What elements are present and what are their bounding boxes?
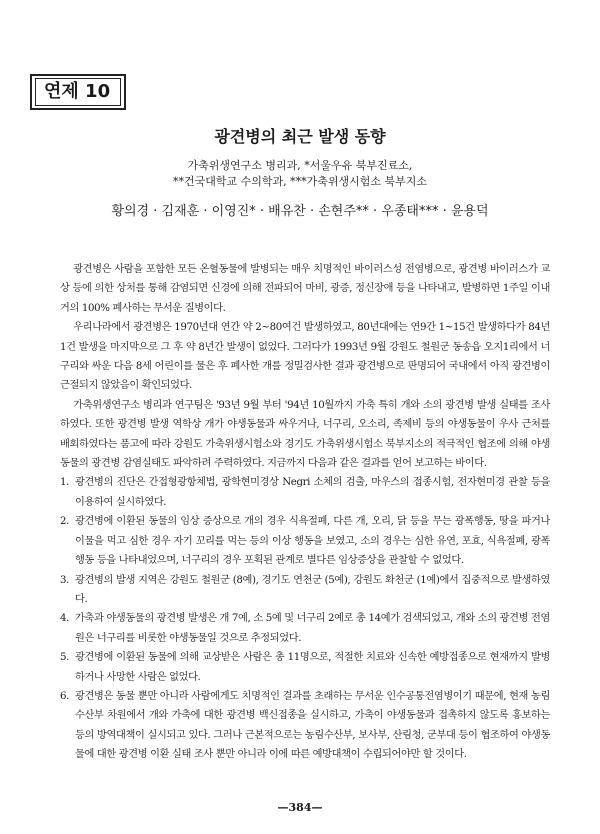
list-item-text: 광견병의 진단은 간접형광항체법, 광학현미경상 Negri 소체의 검출, 마우스의 접종시험, 전자현미경 관찰 등을 이용하여 실시하였다.	[75, 477, 550, 508]
list-item-text: 광견병은 동물 뿐만 아니라 사람에게도 치명적인 결과를 초래하는 무서운 인수공통전염병이기 때문에, 현재 농림수산부 차원에서 개와 가축에 대한 광견병 백신접종을 실시하고, 가축이 야생동물과 접촉하지 않도록 홍보하는 등의 방역대책이 실시되고 있다. 그러나 근본적으로는 농림수산부, 보사부, 산림청, 군부대 등이 협조하여 야생동물에 대한 광견병 이환 실태 조사 뿐만 아니라 이에 따른 예방대책이 수립되어야만 할 것이다.	[75, 690, 550, 761]
list-item	[60, 571, 550, 610]
affiliation-line-2: **건국대학교 수의학과, ***가축위생시험소 북부지소	[172, 175, 427, 188]
affiliation-line-1: 가축위생연구소 병리과, *서울우유 북부진료소,	[187, 159, 413, 172]
paragraph-study: 가축위생연구소 병리과 연구팀은 '93년 9월 부터 '94년 10월까지 가축 특히 개와 소의 광견병 발생 실태를 조사하였다. 또한 광견병 발생 역학상 개가 야생동물과 싸우거나, 너구리, 오소리, 족제비 등의 야생동물이 우사 근처를 배회하였다는 품고에 따라 강원도 가축위생시험소와 경기도 가축위생시험소 북부지소의 적극적인 협조에 의해 야생동물의 광견병 감염실태도 파악하려 주력하였다. 지금까지 다음과 같은 결과를 얻어 보고하는 바이다.	[60, 399, 550, 470]
list-item-number: 1.	[60, 477, 70, 489]
list-item-text: 광견병에 이환된 동물에 의해 교상받은 사람은 총 11명으로, 적절한 치료와 신속한 예방접종으로 현재까지 발병하거나 사망한 사람은 없었다.	[75, 652, 550, 683]
author-list: 황의경 · 김재훈 · 이영진* · 배유찬 · 손현주** · 우종태*** · 윤용덕	[111, 204, 489, 219]
paragraph-intro: 광견병은 사람을 포함한 모든 온혈동물에 발병되는 매우 치명적인 바이러스성 전염병으로, 광견병 바이러스가 교상 등에 의한 상처를 통해 감염되면 신경에 의해 전파되어 마비, 광증, 정신장애 등을 나타내고, 발병하면 1주일 이내 거의 100% 폐사하는 무서운 질병이다.	[60, 264, 550, 314]
session-badge	[30, 74, 126, 110]
abstract-body	[60, 260, 550, 765]
list-item	[60, 648, 550, 687]
results-list	[60, 473, 550, 764]
paragraph-history: 우리나라에서 광견병은 1970년대 연간 약 2~80여건 발생하였고, 80년대에는 연9간 1~15건 발생하다가 84년 1건 발생을 마지막으로 그 후 약 8년간 발생이 없었다. 그러다가 1993년 9월 강원도 철원군 동송읍 오지1리에서 너구리와 싸운 다음 8세 어린이를 물은 후 폐사한 개를 정밀검사한 결과 광견병으로 판명되어 국내에서 아직 광견병이 근절되지 않았음이 확인되었다.	[60, 322, 550, 392]
list-item-number: 6.	[60, 690, 70, 702]
list-item-text: 가축과 야생동물의 광견병 발생은 개 7예, 소 5예 및 너구리 2예로 총 14예가 검색되었고, 개와 소의 광견병 전염원은 너구리를 비롯한 야생동물일 것으로 추정되었다.	[75, 613, 550, 644]
list-item-text: 광견병의 발생 지역은 강원도 철원군 (8예), 경기도 연천군 (5예), 강원도 화천군 (1예)에서 집중적으로 발생하였다.	[75, 574, 550, 605]
list-item	[60, 512, 550, 570]
list-item-text: 광견병에 이환된 동물의 임상 증상으로 개의 경우 식욕절폐, 다른 개, 오리, 닭 등을 무는 광폭행동, 땅을 파거나 이물을 먹고 심한 경우 자기 꼬리를 먹는 등의 이상 행동을 보였고, 소의 경우는 심한 유연, 포효, 식욕절폐, 광폭행동 등을 나타내었으며, 너구리의 경우 포획된 관계로 별다른 임상증상을 관찰할 수 없었다.	[75, 516, 550, 567]
list-item-number: 4.	[60, 613, 70, 625]
list-item	[60, 473, 550, 512]
session-badge-label: 연제 10	[35, 78, 121, 106]
list-item-number: 2.	[60, 516, 70, 528]
list-item	[60, 687, 550, 765]
list-item-number: 5.	[60, 652, 70, 664]
page-number: —384—	[277, 801, 323, 814]
paper-title: 광견병의 최근 발생 동향	[214, 127, 386, 146]
list-item	[60, 609, 550, 648]
list-item-number: 3.	[60, 574, 70, 586]
